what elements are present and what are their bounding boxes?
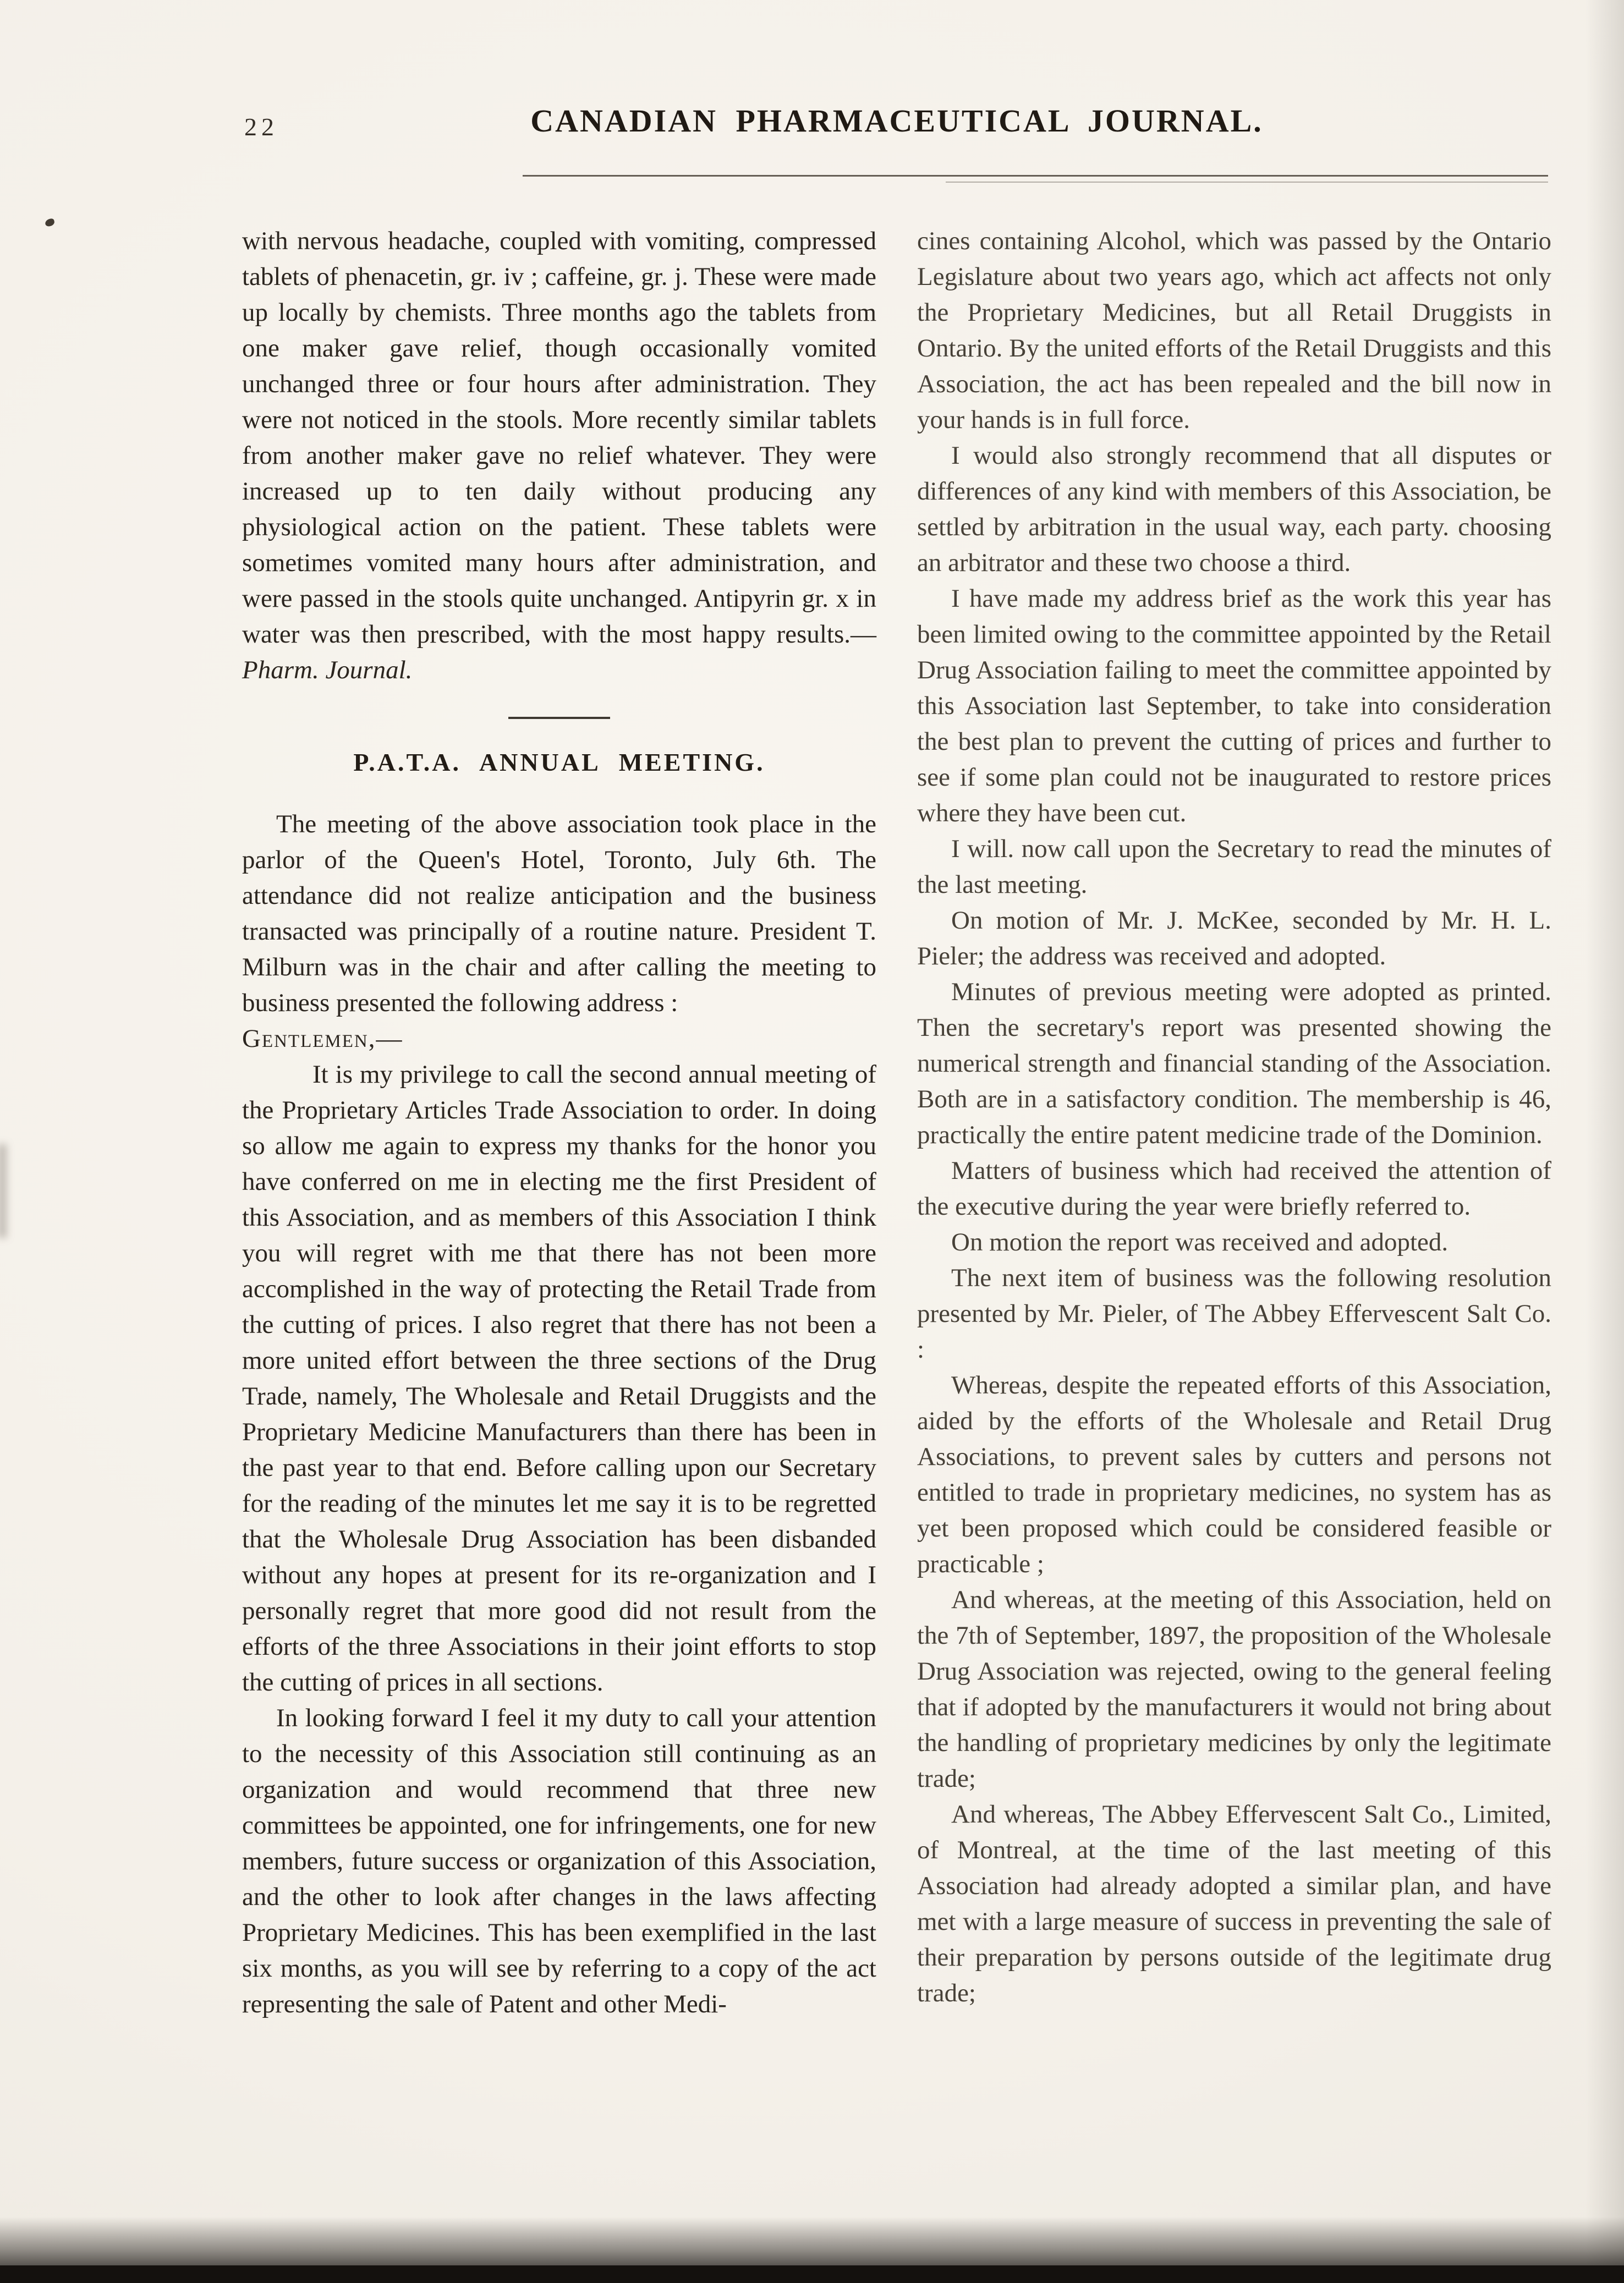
page-number: 22 (244, 113, 278, 141)
address-paragraph-1: It is my privilege to call the second annual meeting of the Proprietary Articles Trade Association to order. In doing so allow me again to express my thanks for the honor you have conferred on me in electing me the first President of this Association, and as members of this Association I think you will regret with me that there has not been more accomplished in the way of protecting the Retail Trade from the cutting of prices. I also regret that there has not been a more united effort between the three sections of the Drug Trade, namely, The Wholesale and Retail Druggists and the Proprietary Medicine Manufacturers than there has been in the past year to that end. Before calling upon our Secretary for the reading of the minutes let me say it is to be regretted that the Wholesale Drug Association has been disbanded without any hopes at present for its re-organization and I personally regret that more good did not result from the efforts of the three Associations in their joint efforts to stop the cutting of prices in all sections. (242, 1060, 876, 1697)
scan-edge-smudge (0, 1144, 7, 1238)
right-column (917, 223, 1551, 2022)
next-item-paragraph: The next item of business was the following resolution presented by Mr. Pieler, of The Abbey Effervescent Salt Co. : (917, 1264, 1551, 1364)
header-rule-line (523, 175, 1548, 177)
meeting-intro-paragraph: The meeting of the above association took place in the parlor of the Queen's Hotel, Toronto, July 6th. The attendance did not realize anticipation and the business transacted was principally of a routine nature. President T. Milburn was in the chair and after calling the meeting to business presented the following address : (242, 810, 876, 1017)
motion-mckee-paragraph: On motion of Mr. J. McKee, seconded by Mr. H. L. Pieler; the address was received and adopted. (917, 906, 1551, 970)
matters-of-business-paragraph: Matters of business which had received the attention of the executive during the year were briefly referred to. (917, 1156, 1551, 1221)
scan-right-edge-shade (1585, 0, 1624, 2283)
address-brief-paragraph: I have made my address brief as the work this year has been limited owing to the committee appointed by the Retail Drug Association failing to meet the committee appointed by this Association last September, to take into consideration the best plan to prevent the cutting of prices and further to see if some plan could not be inaugurated to restore prices where they have been cut. (917, 584, 1551, 827)
report-adopted-paragraph: On motion the report was received and adopted. (951, 1228, 1449, 1256)
scan-bottom-edge (0, 2265, 1624, 2283)
article-divider-rule (508, 717, 610, 719)
page-header (242, 88, 1551, 175)
continued-article-text: with nervous headache, coupled with vomiting, compressed tablets of phenacetin, gr. iv ; caffeine, gr. j. These were made up locally by chemists. Three months ago the tablets from one maker gave relief, though occasionally vomited unchanged three or four hours after administration. They were not noticed in the stools. More recently similar tablets from another maker gave no relief whatever. They were increased up to ten daily without producing any physiological action on the patient. These tablets were sometimes vomited many hours after administration, and were passed in the stools quite unchanged. Antipyrin gr. x in water was then prescribed, with the most happy results.— (242, 227, 876, 649)
call-secretary-paragraph: I will. now call upon the Secretary to read the minutes of the last meeting. (917, 835, 1551, 899)
continued-article-paragraph (242, 223, 876, 688)
whereas-paragraph-3: And whereas, The Abbey Effervescent Salt Co., Limited, of Montreal, at the time of the last meeting of this Association had already adopted a similar plan, and have met with a large measure of success in preventing the sale of their preparation by persons outside of the legitimate drug trade; (917, 1800, 1551, 2007)
two-column-text-body (242, 223, 1551, 2022)
left-column (242, 223, 876, 2022)
ink-speck-artifact (45, 218, 56, 227)
header-rule-echo-line (946, 182, 1548, 183)
article-source-citation: Pharm. Journal. (242, 656, 413, 684)
journal-title: CANADIAN PHARMACEUTICAL JOURNAL. (530, 103, 1263, 139)
whereas-paragraph-1: Whereas, despite the repeated efforts of this Association, aided by the efforts of the Wholesale and Retail Drug Associations, to prevent sales by cutters and persons not entitled to trade in proprietary medicines, no system has as yet been proposed which could be considered feasible or practicable ; (917, 1371, 1551, 1578)
whereas-paragraph-2: And whereas, at the meeting of this Association, held on the 7th of September, 1897, the proposition of the Wholesale Drug Association was rejected, owing to the general feeling that if adopted by the manufacturers it would not bring about the handling of proprietary medicines by only the legitimate trade; (917, 1585, 1551, 1793)
header-rule (242, 175, 1551, 187)
address-paragraph-2: In looking forward I feel it my duty to call your attention to the necessity of this Association still continuing as an organization and would recommend that three new committees be appointed, one for infringements, one for new members, future success or organization of this Association, and the other to look after changes in the laws affecting Proprietary Medicines. This has been exemplified in the last six months, as you will see by referring to a copy of the act representing the sale of Patent and other Medi- (242, 1704, 876, 2018)
page-content (242, 88, 1551, 2022)
continuation-paragraph: cines containing Alcohol, which was passed by the Ontario Legislature about two years ago, which act affects not only the Proprietary Medicines, but all Retail Druggists in Ontario. By the united efforts of the Retail Druggists and this Association, the act has been repealed and the bill now in your hands is in full force. (917, 227, 1551, 434)
address-recommend-paragraph: I would also strongly recommend that all disputes or differences of any kind with members of this Association, be settled by arbitration in the usual way, each party. choosing an arbitrator and these two choose a third. (917, 441, 1551, 577)
article-heading: P.A.T.A. ANNUAL MEETING. (353, 748, 765, 776)
salutation-line: Gentlemen,— (242, 1024, 403, 1053)
minutes-report-paragraph: Minutes of previous meeting were adopted as printed. Then the secretary's report was presented showing the numerical strength and financial standing of the Association. Both are in a satisfactory condition. The membership is 46, practically the entire patent medicine trade of the Dominion. (917, 978, 1551, 1149)
